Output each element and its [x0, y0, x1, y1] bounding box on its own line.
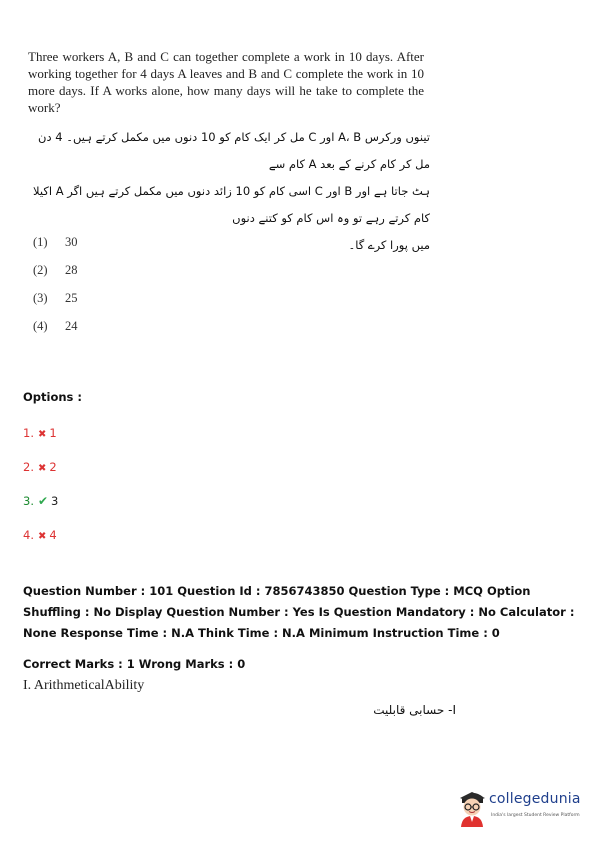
question-metadata: Question Number : 101 Question Id : 7856743850 Question Type : MCQ Option Shuffling : No Display Question Number : Yes Is Question Mandatory : No Calculator : None Response Time : N.A Think Time : N.A Minimum Instruction Time : 0 [23, 584, 575, 640]
option-label: 2. [23, 460, 34, 474]
choice-number: (3) [33, 291, 48, 305]
choice-value: 28 [65, 263, 78, 277]
marks-info: Correct Marks : 1 Wrong Marks : 0 [23, 657, 246, 671]
section-title-english: I. ArithmeticalAbility [23, 678, 145, 693]
logo-tagline: India's largest Student Review Platform [491, 813, 580, 818]
option-item-correct [23, 493, 58, 527]
option-item [23, 527, 58, 561]
choice-value: 30 [65, 235, 78, 249]
option-value: 1 [49, 426, 57, 440]
options-heading: Options : [23, 390, 82, 404]
urdu-line: تینوں ورکرس A، B اور C مل کر ایک کام کو 10 دنوں میں مکمل کرتے ہیں۔ 4 دن مل کر کام کرنے کے بعد A کام سے [38, 130, 430, 171]
urdu-line: ہٹ جاتا ہے اور B اور C اسی کام کو 10 زائد دنوں میں مکمل کرتے ہیں اگر A اکیلا کام کرتے رہے تو وہ اس کام کو کتنے دنوں [33, 184, 430, 225]
cross-icon: ✖ [37, 531, 47, 542]
section-title-urdu: I- حسابی قابلیت [373, 703, 456, 717]
logo-wordmark: collegedunia [489, 791, 581, 807]
cross-icon: ✖ [37, 429, 47, 440]
choice-number: (1) [33, 235, 48, 249]
option-item [23, 459, 58, 493]
option-label: 1. [23, 426, 34, 440]
choice-number: (2) [33, 263, 48, 277]
options-list [23, 425, 58, 561]
choice-value: 24 [65, 319, 78, 333]
choice-value: 25 [65, 291, 78, 305]
option-item [23, 425, 58, 459]
option-label: 3. [23, 494, 34, 508]
question-text-urdu [28, 124, 430, 259]
cross-icon: ✖ [37, 463, 47, 474]
choice-item [33, 262, 78, 290]
option-value: 2 [49, 460, 57, 474]
choice-item [33, 290, 78, 318]
urdu-line: میں پورا کرے گا۔ [348, 238, 430, 252]
choice-number: (4) [33, 319, 48, 333]
collegedunia-logo [456, 789, 586, 829]
option-value: 3 [51, 494, 59, 508]
answer-choices [33, 234, 78, 346]
question-text-english: Three workers A, B and C can together complete a work in 10 days. After working together for 4 days A leaves and B and C complete the work in 10 more days. If A works alone, how many days will he take to complete the work? [28, 49, 424, 115]
choice-item [33, 318, 78, 346]
student-mascot-icon [456, 789, 488, 827]
choice-item [33, 234, 78, 262]
check-icon: ✔ [37, 494, 49, 508]
option-label: 4. [23, 528, 34, 542]
option-value: 4 [49, 528, 57, 542]
